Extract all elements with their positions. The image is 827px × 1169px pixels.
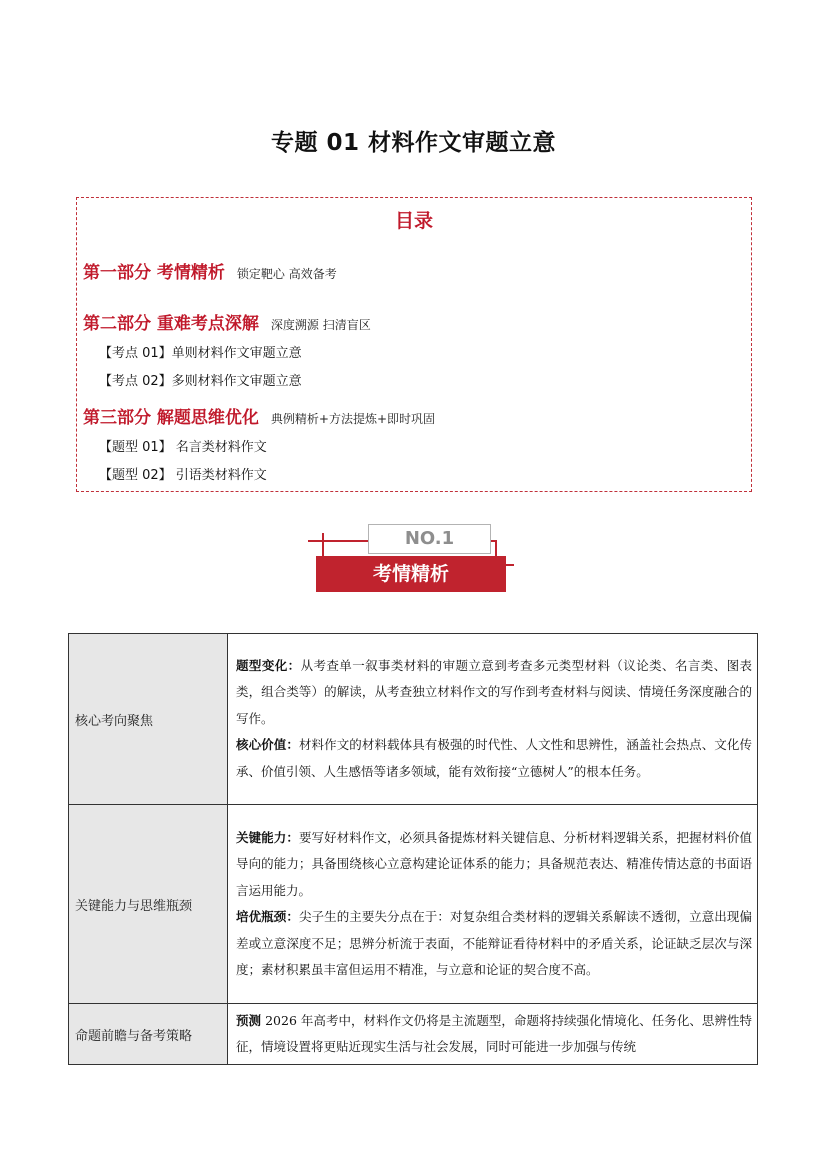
paragraph-lead: 题型变化： <box>236 657 301 673</box>
row-content <box>228 1004 758 1065</box>
row-label: 核心考向聚焦 <box>69 634 228 805</box>
section-label: 考情精析 <box>316 556 506 592</box>
page-title: 专题 01 材料作文审题立意 <box>270 130 557 156</box>
paragraph-text: 从考查单一叙事类材料的审题立意到考查多元类型材料（议论类、名言类、图表类，组合类等）的解读，从考查独立材料作文的写作到考查材料与阅读、情境任务深度融合的写作。 <box>236 657 752 726</box>
toc-part-2[interactable] <box>83 309 371 334</box>
paragraph <box>236 732 752 785</box>
toc-part-note: 典例精析+方法提炼+即时巩固 <box>270 412 436 426</box>
toc-part-note: 锁定靶心 高效备考 <box>236 267 337 281</box>
paragraph <box>236 825 752 905</box>
row-content <box>228 805 758 1004</box>
paragraph <box>236 904 752 984</box>
section-number: NO.1 <box>368 524 491 554</box>
row-label: 命题前瞻与备考策略 <box>69 1004 228 1065</box>
paragraph-text: 材料作文的材料载体具有极强的时代性、人文性和思辨性，涵盖社会热点、文化传承、价值引领、人生感悟等诸多领域，能有效衔接“立德树人”的根本任务。 <box>236 737 752 779</box>
table-of-contents <box>76 197 752 492</box>
toc-part-note: 深度溯源 扫清盲区 <box>270 318 371 332</box>
row-label: 关键能力与思维瓶颈 <box>69 805 228 1004</box>
toc-part-heading: 第三部分 解题思维优化 <box>83 408 259 428</box>
toc-sub-item[interactable]: 【题型 02】 引语类材料作文 <box>99 468 267 483</box>
paragraph-lead: 核心价值： <box>236 737 299 753</box>
paragraph-text: 要写好材料作文，必须具备提炼材料关键信息、分析材料逻辑关系，把握材料价值导向的能力；具备围绕核心立意构建论证体系的能力；具备规范表达、精准传情达意的书面语言运用能力。 <box>236 829 752 898</box>
toc-part-heading: 第一部分 考情精析 <box>83 263 225 283</box>
row-content <box>228 634 758 805</box>
toc-sub-item[interactable]: 【考点 01】单则材料作文审题立意 <box>99 346 302 361</box>
paragraph <box>236 653 752 733</box>
table-row <box>69 1004 758 1065</box>
paragraph-lead: 预测 <box>236 1012 262 1028</box>
table-row <box>69 634 758 805</box>
toc-part-1[interactable] <box>83 258 337 283</box>
paragraph-lead: 关键能力： <box>236 829 299 845</box>
badge-tick-left <box>322 533 324 557</box>
toc-part-3[interactable] <box>83 403 435 428</box>
paragraph <box>236 1008 752 1061</box>
table-row <box>69 805 758 1004</box>
analysis-table <box>68 633 758 1065</box>
toc-sub-item[interactable]: 【考点 02】多则材料作文审题立意 <box>99 374 302 389</box>
badge-line-left <box>308 540 370 542</box>
toc-part-heading: 第二部分 重难考点深解 <box>83 314 259 334</box>
paragraph-text: 2026 年高考中，材料作文仍将是主流题型，命题将持续强化情境化、任务化、思辨性特征，情境设置将更贴近现实生活与社会发展，同时可能进一步加强与传统 <box>236 1012 752 1054</box>
section-badge <box>308 520 520 596</box>
paragraph-lead: 培优瓶颈： <box>236 909 299 924</box>
toc-title: 目录 <box>394 210 433 232</box>
toc-sub-item[interactable]: 【题型 01】 名言类材料作文 <box>99 440 267 455</box>
paragraph-text: 尖子生的主要失分点在于：对复杂组合类材料的逻辑关系解读不透彻，立意出现偏差或立意深度不足；思辨分析流于表面，不能辩证看待材料中的矛盾关系，论证缺乏层次与深度；素材积累虽丰富但运用不精准，与立意和论证的契合度不高。 <box>236 909 752 977</box>
badge-tick-right <box>495 540 497 557</box>
